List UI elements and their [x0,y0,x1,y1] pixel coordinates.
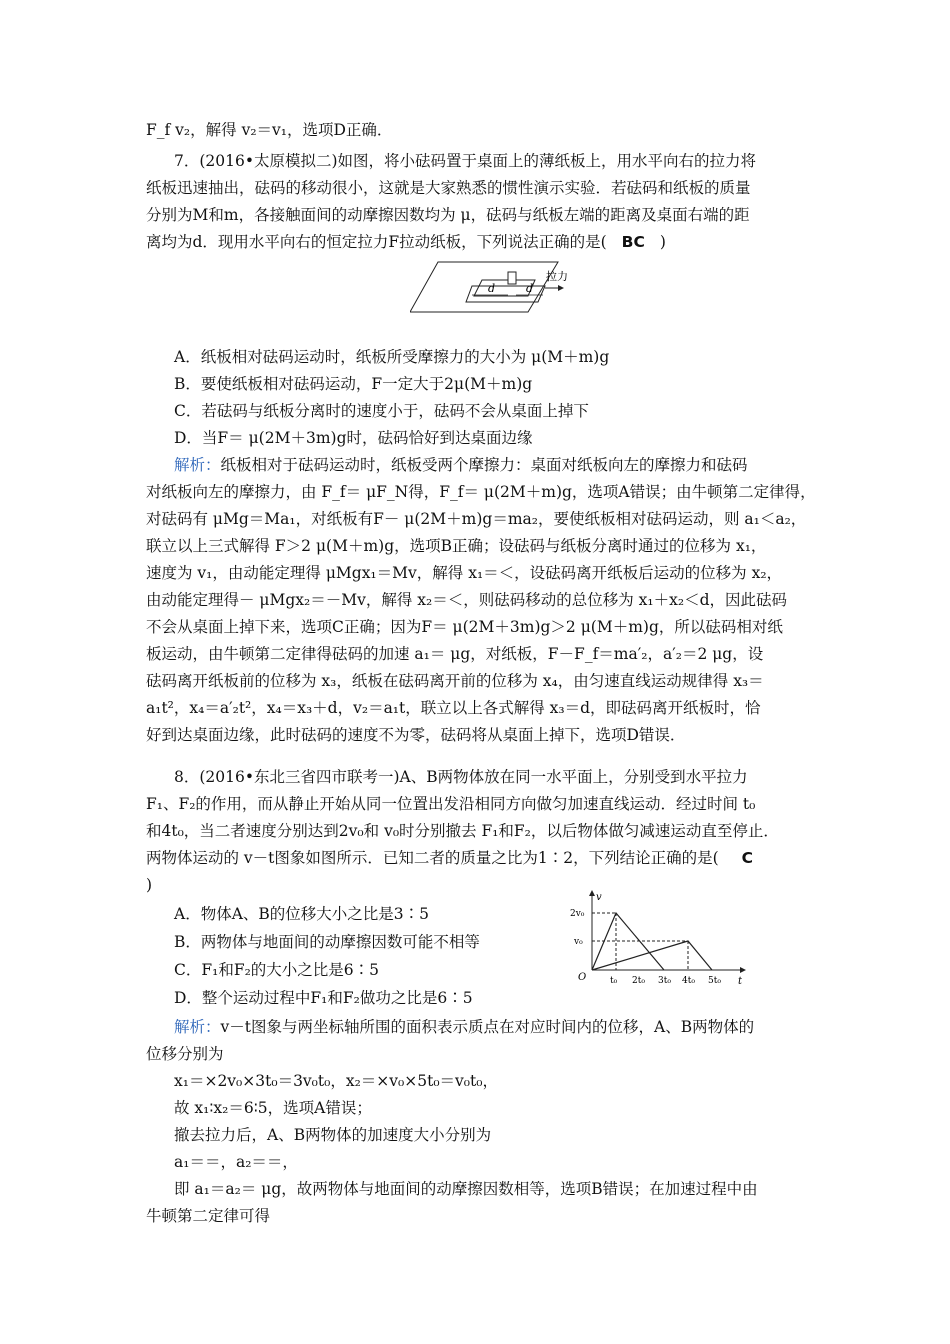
option-c: C．F₁和F₂的大小之比是6∶5 [174,961,380,979]
text-line [146,231,666,253]
text-line: 联立以上三式解得 F＞2 μ(M＋m)g，选项B正确；设砝码与纸板分离时通过的位移为 x₁， [146,537,767,555]
option-c: C．若砝码与纸板分离时的速度小于，砝码不会从桌面上掉下 [174,402,589,420]
option-d: D．整个运动过程中F₁和F₂做功之比是6∶5 [174,989,473,1007]
text-line: F_f v₂，解得 v₂＝v₁，选项D正确． [146,121,393,139]
text-fragment: 离均为d．现用水平向右的恒定拉力F拉动纸板，下列说法正确的是( [146,233,607,251]
x-tick-5t0: 5t₀ [708,976,721,986]
text-line: 好到达桌面边缘，此时砝码的速度不为零，砝码将从桌面上掉下，选项D错误． [146,726,686,744]
close-paren: ) [659,233,666,251]
text-line: 牛顿第二定律可得 [146,1207,271,1225]
x-axis-label: t [738,976,743,987]
analysis-line [174,454,748,476]
equation-line: x₁＝×2v₀×3t₀＝3v₀t₀，x₂＝×v₀×5t₀＝v₀t₀， [174,1072,498,1090]
equation-line: a₁＝＝，a₂＝＝， [174,1153,298,1171]
figure-vt-graph [570,888,750,988]
text-line: 砝码离开纸板前的位移为 x₃，纸板在砝码离开前的位移为 x₄，由匀速直线运动规律得 x₃＝ [146,672,764,690]
text-line: 即 a₁＝a₂＝ μg，故两物体与地面间的动摩擦因数相等，选项B错误；在加速过程中由 [174,1180,758,1198]
text-fragment: 两物体运动的 v－t图象如图所示．已知二者的质量之比为1∶2，下列结论正确的是( [146,849,719,867]
analysis-label: 解析： [174,456,221,474]
text-line: 位移分别为 [146,1045,224,1063]
text-line: 板运动，由牛顿第二定律得砝码的加速 a₁＝ μg，对纸板，F－F_f＝ma′₂，a′₂＝2 μg，设 [146,645,764,663]
text-line: 分别为M和m，各接触面间的动摩擦因数均为 μ，砝码与纸板左端的距离及桌面右端的距 [146,206,750,224]
x-tick-4t0: 4t₀ [682,976,695,986]
text-fragment: 纸板相对于砝码运动时，纸板受两个摩擦力：桌面对纸板向左的摩擦力和砝码 [220,456,748,474]
text-line: 和4t₀，当二者速度分别达到2v₀和 v₀时分别撤去 F₁和F₂，以后物体做匀减速运动直至停止． [146,822,779,840]
y-tick-2v0: 2v₀ [570,909,585,919]
option-b: B．要使纸板相对砝码运动，F一定大于2μ(M＋m)g [174,375,533,393]
option-d: D．当F＝ μ(2M＋3m)g时，砝码恰好到达桌面边缘 [174,429,533,447]
text-line [146,847,753,869]
figure-paperboard-diagram [410,258,570,318]
text-line: 对砝码有 μMg＝Ma₁，对纸板有F－ μ(2M＋m)g＝ma₂，要使纸板相对砝码运动，则 a₁＜a₂， [146,510,807,528]
text-line: 故 x₁∶x₂＝6∶5，选项A错误； [174,1099,372,1117]
question-7-stem: 7．(2016•太原模拟二)如图，将小砝码置于桌面上的薄纸板上，用水平向右的拉力将 [174,152,757,170]
distance-d-right: d [526,282,534,295]
y-tick-v0: v₀ [574,937,583,947]
text-line: 不会从桌面上掉下来，选项C正确；因为F＝ μ(2M＋3m)g＞2 μ(M＋m)g，所以砝码相对纸 [146,618,783,636]
x-tick-t0: t₀ [610,976,618,986]
text-line: 对纸板向左的摩擦力，由 F_f＝ μF_N得，F_f＝ μ(2M＋m)g，选项A错误；由牛顿第二定律得， [146,483,816,501]
text-line: 速度为 v₁，由动能定理得 μMgx₁＝Mv，解得 x₁＝＜，设砝码离开纸板后运动的位移为 x₂， [146,564,783,582]
text-fragment: v－t图象与两坐标轴所围的面积表示质点在对应时间内的位移，A、B两物体的 [220,1018,755,1036]
option-a: A．物体A、B的位移大小之比是3∶5 [174,905,430,923]
origin-label: O [578,972,587,983]
text-line: 由动能定理得－ μMgx₂＝－Mv，解得 x₂＝＜，则砝码移动的总位移为 x₁＋x₂＜d，因此砝码 [146,591,788,609]
pull-force-label: 拉力 [546,270,568,283]
x-tick-2t0: 2t₀ [632,976,645,986]
analysis-line [174,1016,754,1038]
y-axis-label: v [596,892,602,903]
option-b: B．两物体与地面间的动摩擦因数可能不相等 [174,933,480,951]
question-8-stem: 8．(2016•东北三省四市联考一)A、B两物体放在同一水平面上，分别受到水平拉力 [174,768,748,786]
text-line: 纸板迅速抽出，砝码的移动很小，这就是大家熟悉的惯性演示实验．若砝码和纸板的质量 [146,179,751,197]
answer-q7: BC [621,233,645,251]
text-line: ) [146,876,153,894]
distance-d-left: d [488,282,496,295]
option-a: A．纸板相对砝码运动时，纸板所受摩擦力的大小为 μ(M＋m)g [174,348,610,366]
analysis-label: 解析： [174,1018,221,1036]
answer-q8: C [741,849,754,867]
x-tick-3t0: 3t₀ [658,976,671,986]
text-line: a₁t²，x₄＝a′₂t²，x₄＝x₃＋d，v₂＝a₁t，联立以上各式解得 x₃＝d，即砝码离开纸板时，恰 [146,699,761,717]
text-line: F₁、F₂的作用，而从静止开始从同一位置出发沿相同方向做匀加速直线运动．经过时间 t₀ [146,795,756,813]
text-line: 撤去拉力后，A、B两物体的加速度大小分别为 [174,1126,492,1144]
